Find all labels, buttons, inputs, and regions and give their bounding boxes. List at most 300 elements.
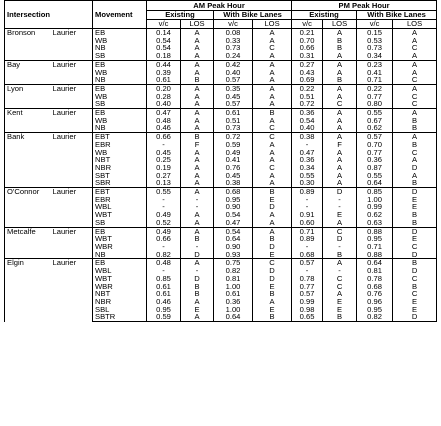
- am-existing-los-cell: B: [181, 133, 214, 141]
- pm-existing-vc-cell: 0.51: [292, 93, 323, 101]
- movement-cell: EB: [93, 109, 147, 117]
- pm-existing-los-cell: C: [323, 283, 357, 291]
- am-existing-vc-cell: 0.95: [147, 306, 181, 314]
- table-row: [5, 133, 437, 141]
- los-header: LOS: [253, 20, 292, 29]
- am-bike-los-cell: B: [253, 235, 292, 243]
- am-existing-vc-cell: 0.19: [147, 164, 181, 172]
- intersection-name: Bank: [5, 133, 51, 188]
- cross-street: Laurier: [51, 188, 93, 228]
- pm-bike-vc-cell: 0.87: [357, 164, 393, 172]
- am-existing-vc-cell: 0.49: [147, 227, 181, 235]
- los-header: LOS: [393, 20, 437, 29]
- am-existing-los-cell: A: [181, 219, 214, 227]
- pm-bike-los-cell: A: [393, 172, 437, 180]
- pm-existing-vc-cell: 0.36: [292, 156, 323, 164]
- pm-bike-vc-cell: 0.81: [357, 267, 393, 275]
- am-existing-vc-cell: 0.46: [147, 298, 181, 306]
- am-bike-los-cell: A: [253, 219, 292, 227]
- am-existing-vc-cell: 0.61: [147, 290, 181, 298]
- am-existing-vc-cell: 0.49: [147, 211, 181, 219]
- pm-existing-los-cell: A: [323, 52, 357, 60]
- am-bike-vc-cell: 0.81: [214, 275, 253, 283]
- am-bike-vc-cell: 0.41: [214, 156, 253, 164]
- am-bike-los-cell: A: [253, 76, 292, 84]
- pm-existing-los-cell: A: [323, 172, 357, 180]
- movement-cell: SBR: [93, 179, 147, 187]
- pm-existing-vc-cell: 0.47: [292, 149, 323, 157]
- pm-existing-los-cell: A: [323, 259, 357, 267]
- pm-bike-los-cell: A: [393, 84, 437, 92]
- pm-existing-los-cell: -: [323, 196, 357, 204]
- pm-existing-vc-cell: 0.36: [292, 109, 323, 117]
- pm-bike-vc-cell: 0.71: [357, 243, 393, 251]
- am-bike-los-cell: D: [253, 243, 292, 251]
- pm-bike-los-cell: E: [393, 235, 437, 243]
- pm-existing-los-cell: A: [323, 29, 357, 37]
- am-peak-header: AM Peak Hour: [147, 1, 292, 11]
- movement-cell: NB: [93, 44, 147, 52]
- table-row: [5, 84, 437, 92]
- movement-cell: WB: [93, 117, 147, 125]
- pm-bike-vc-cell: 0.88: [357, 251, 393, 259]
- am-existing-vc-cell: 0.54: [147, 37, 181, 45]
- pm-existing-vc-cell: -: [292, 196, 323, 204]
- am-existing-vc-cell: 0.61: [147, 283, 181, 291]
- am-bike-vc-cell: 0.76: [214, 164, 253, 172]
- pm-bike-vc-cell: 0.55: [357, 109, 393, 117]
- am-existing-los-cell: A: [181, 37, 214, 45]
- am-bike-vc-cell: 0.54: [214, 211, 253, 219]
- am-bike-los-cell: A: [253, 29, 292, 37]
- intersection-name: Metcalfe: [5, 227, 51, 259]
- pm-existing-vc-cell: 0.57: [292, 290, 323, 298]
- pm-bike-vc-cell: 0.85: [357, 188, 393, 196]
- am-existing-los-cell: B: [181, 290, 214, 298]
- pm-existing-los-cell: -: [323, 267, 357, 275]
- am-existing-los-cell: A: [181, 259, 214, 267]
- movement-cell: SBL: [93, 306, 147, 314]
- am-existing-los-cell: D: [181, 275, 214, 283]
- pm-existing-vc-cell: 0.54: [292, 117, 323, 125]
- am-existing-los-cell: -: [181, 267, 214, 275]
- movement-cell: WBT: [93, 235, 147, 243]
- am-existing-los-cell: -: [181, 196, 214, 204]
- am-existing-los-cell: A: [181, 188, 214, 196]
- movement-cell: WBT: [93, 211, 147, 219]
- am-bike-los-cell: A: [253, 227, 292, 235]
- pm-existing-vc-cell: 0.55: [292, 172, 323, 180]
- am-existing-vc-cell: 0.25: [147, 156, 181, 164]
- pm-existing-vc-cell: 0.89: [292, 235, 323, 243]
- am-bike-los-cell: A: [253, 93, 292, 101]
- table-row: [5, 227, 437, 235]
- pm-bike-los-cell: A: [393, 37, 437, 45]
- am-bike-los-cell: A: [253, 156, 292, 164]
- pm-bike-vc-cell: 1.00: [357, 196, 393, 204]
- pm-bike-los-cell: E: [393, 203, 437, 211]
- los-header: LOS: [323, 20, 357, 29]
- pm-bike-vc-cell: 0.99: [357, 203, 393, 211]
- am-bike-los-cell: A: [253, 117, 292, 125]
- movement-cell: NBR: [93, 164, 147, 172]
- am-existing-los-cell: B: [181, 76, 214, 84]
- am-existing-vc-cell: 0.44: [147, 60, 181, 68]
- pm-bike-los-cell: E: [393, 196, 437, 204]
- movement-cell: NBT: [93, 156, 147, 164]
- movement-cell: EBT: [93, 133, 147, 141]
- pm-bike-vc-cell: 0.64: [357, 179, 393, 187]
- pm-bike-vc-cell: 0.41: [357, 69, 393, 77]
- am-bike-vc-cell: 1.00: [214, 283, 253, 291]
- am-bike-los-cell: E: [253, 283, 292, 291]
- movement-cell: SBT: [93, 172, 147, 180]
- am-existing-los-cell: A: [181, 298, 214, 306]
- pm-bike-los-cell: C: [393, 44, 437, 52]
- pm-bike-los-cell: B: [393, 219, 437, 227]
- table-row: [5, 109, 437, 117]
- pm-existing-vc-cell: 0.65: [292, 313, 323, 321]
- am-existing-vc-cell: 0.82: [147, 251, 181, 259]
- pm-existing-los-cell: D: [323, 188, 357, 196]
- am-existing-vc-cell: -: [147, 196, 181, 204]
- am-existing-los-cell: -: [181, 243, 214, 251]
- pm-existing-vc-cell: 0.43: [292, 69, 323, 77]
- pm-existing-los-cell: B: [323, 313, 357, 321]
- cross-street: Laurier: [51, 227, 93, 259]
- pm-bike-los-cell: D: [393, 251, 437, 259]
- am-bike-vc-cell: 0.61: [214, 109, 253, 117]
- pm-existing-vc-cell: -: [292, 243, 323, 251]
- intersection-name: Bronson: [5, 29, 51, 61]
- movement-cell: NBR: [93, 298, 147, 306]
- am-existing-vc-cell: 0.13: [147, 179, 181, 187]
- am-existing-vc-cell: 0.54: [147, 44, 181, 52]
- pm-bike-vc-cell: 0.95: [357, 306, 393, 314]
- am-existing-vc-cell: 0.46: [147, 124, 181, 132]
- pm-existing-los-cell: A: [323, 124, 357, 132]
- am-bike-vc-cell: 0.45: [214, 172, 253, 180]
- am-existing-vc-cell: 0.18: [147, 52, 181, 60]
- pm-existing-vc-cell: 0.69: [292, 76, 323, 84]
- pm-existing-los-cell: E: [323, 306, 357, 314]
- pm-bike-vc-cell: 0.95: [357, 235, 393, 243]
- am-bike-vc-cell: 0.64: [214, 235, 253, 243]
- movement-cell: SB: [93, 219, 147, 227]
- movement-cell: WBL: [93, 267, 147, 275]
- pm-bike-vc-cell: 0.77: [357, 93, 393, 101]
- pm-bike-vc-cell: 0.67: [357, 117, 393, 125]
- pm-existing-los-cell: A: [323, 109, 357, 117]
- pm-bike-los-cell: B: [393, 211, 437, 219]
- pm-bike-vc-cell: 0.70: [357, 141, 393, 149]
- movement-cell: WBR: [93, 283, 147, 291]
- am-existing-los-cell: A: [181, 84, 214, 92]
- pm-bike-los-cell: C: [393, 243, 437, 251]
- cross-street: Laurier: [51, 109, 93, 133]
- am-existing-vc-cell: 0.27: [147, 172, 181, 180]
- pm-bike-los-cell: E: [393, 306, 437, 314]
- am-existing-los-cell: D: [181, 251, 214, 259]
- pm-existing-vc-cell: 0.27: [292, 60, 323, 68]
- table-row: [5, 188, 437, 196]
- am-bike-vc-cell: 0.24: [214, 52, 253, 60]
- pm-existing-los-cell: B: [323, 76, 357, 84]
- am-existing-vc-cell: 0.85: [147, 275, 181, 283]
- am-bike-vc-cell: 0.47: [214, 219, 253, 227]
- am-bike-vc-cell: 0.08: [214, 29, 253, 37]
- movement-cell: NB: [93, 124, 147, 132]
- pm-existing-los-cell: A: [323, 290, 357, 298]
- movement-cell: SB: [93, 52, 147, 60]
- am-existing-vc-cell: 0.66: [147, 133, 181, 141]
- pm-existing-los-cell: A: [323, 84, 357, 92]
- pm-bike-header: With Bike Lanes: [357, 11, 437, 20]
- am-bike-vc-cell: 0.38: [214, 179, 253, 187]
- pm-existing-vc-cell: -: [292, 203, 323, 211]
- am-existing-los-cell: F: [181, 141, 214, 149]
- pm-bike-vc-cell: 0.82: [357, 313, 393, 321]
- movement-cell: WBR: [93, 243, 147, 251]
- cross-street: Laurier: [51, 84, 93, 108]
- am-existing-vc-cell: 0.66: [147, 235, 181, 243]
- pm-existing-vc-cell: -: [292, 267, 323, 275]
- am-existing-vc-cell: 0.48: [147, 117, 181, 125]
- am-existing-los-cell: A: [181, 60, 214, 68]
- pm-bike-los-cell: D: [393, 164, 437, 172]
- movement-cell: NB: [93, 76, 147, 84]
- pm-bike-los-cell: D: [393, 227, 437, 235]
- pm-existing-los-cell: A: [323, 219, 357, 227]
- am-bike-los-cell: B: [253, 313, 292, 321]
- am-existing-los-cell: A: [181, 124, 214, 132]
- movement-cell: NBT: [93, 290, 147, 298]
- pm-existing-vc-cell: 0.71: [292, 227, 323, 235]
- movement-cell: EB: [93, 259, 147, 267]
- am-existing-los-cell: A: [181, 100, 214, 108]
- pm-bike-vc-cell: 0.15: [357, 29, 393, 37]
- pm-existing-los-cell: B: [323, 44, 357, 52]
- am-existing-los-cell: A: [181, 172, 214, 180]
- am-bike-vc-cell: 0.42: [214, 60, 253, 68]
- am-bike-vc-cell: 0.73: [214, 44, 253, 52]
- am-bike-vc-cell: 0.54: [214, 227, 253, 235]
- pm-existing-los-cell: B: [323, 37, 357, 45]
- am-existing-los-cell: B: [181, 235, 214, 243]
- am-existing-vc-cell: 0.39: [147, 69, 181, 77]
- pm-bike-vc-cell: 0.77: [357, 149, 393, 157]
- pm-existing-los-cell: A: [323, 69, 357, 77]
- table-row: [5, 259, 437, 267]
- pm-existing-los-cell: D: [323, 235, 357, 243]
- pm-existing-vc-cell: 0.30: [292, 179, 323, 187]
- pm-bike-los-cell: A: [393, 29, 437, 37]
- pm-existing-vc-cell: 0.66: [292, 44, 323, 52]
- pm-existing-vc-cell: 0.99: [292, 298, 323, 306]
- pm-bike-vc-cell: 0.76: [357, 290, 393, 298]
- am-bike-vc-cell: 0.57: [214, 100, 253, 108]
- pm-peak-header: PM Peak Hour: [292, 1, 437, 11]
- am-existing-vc-cell: -: [147, 203, 181, 211]
- pm-existing-vc-cell: 0.77: [292, 283, 323, 291]
- los-header: LOS: [181, 20, 214, 29]
- vc-header: v/c: [357, 20, 393, 29]
- pm-bike-vc-cell: 0.96: [357, 298, 393, 306]
- am-existing-los-cell: A: [181, 313, 214, 321]
- am-existing-vc-cell: 0.28: [147, 93, 181, 101]
- am-bike-los-cell: C: [253, 133, 292, 141]
- am-existing-vc-cell: 0.14: [147, 29, 181, 37]
- am-bike-los-cell: B: [253, 188, 292, 196]
- pm-bike-los-cell: A: [393, 60, 437, 68]
- am-existing-los-cell: A: [181, 156, 214, 164]
- am-bike-los-cell: A: [253, 69, 292, 77]
- pm-bike-los-cell: C: [393, 290, 437, 298]
- am-bike-vc-cell: 1.00: [214, 306, 253, 314]
- cross-street: Laurier: [51, 133, 93, 188]
- vc-header: v/c: [147, 20, 181, 29]
- am-bike-los-cell: D: [253, 267, 292, 275]
- am-existing-los-cell: A: [181, 179, 214, 187]
- am-existing-vc-cell: 0.40: [147, 100, 181, 108]
- pm-bike-los-cell: A: [393, 156, 437, 164]
- am-existing-vc-cell: 0.48: [147, 259, 181, 267]
- am-bike-vc-cell: 0.40: [214, 69, 253, 77]
- am-bike-los-cell: C: [253, 44, 292, 52]
- cross-street: Laurier: [51, 60, 93, 84]
- pm-bike-los-cell: B: [393, 117, 437, 125]
- am-existing-vc-cell: -: [147, 267, 181, 275]
- am-bike-vc-cell: 0.59: [214, 141, 253, 149]
- intersection-name: Lyon: [5, 84, 51, 108]
- am-bike-los-cell: C: [253, 259, 292, 267]
- pm-bike-vc-cell: 0.57: [357, 133, 393, 141]
- pm-existing-los-cell: F: [323, 141, 357, 149]
- am-bike-los-cell: B: [253, 109, 292, 117]
- am-existing-vc-cell: 0.59: [147, 313, 181, 321]
- pm-existing-vc-cell: 0.89: [292, 188, 323, 196]
- am-bike-vc-cell: 0.73: [214, 124, 253, 132]
- am-existing-los-cell: A: [181, 149, 214, 157]
- pm-existing-vc-cell: 0.22: [292, 84, 323, 92]
- am-existing-vc-cell: 0.55: [147, 188, 181, 196]
- am-existing-vc-cell: 0.61: [147, 76, 181, 84]
- vc-header: v/c: [214, 20, 253, 29]
- pm-existing-vc-cell: 0.31: [292, 52, 323, 60]
- movement-cell: WB: [93, 93, 147, 101]
- pm-bike-los-cell: E: [393, 298, 437, 306]
- am-existing-los-cell: A: [181, 109, 214, 117]
- am-existing-los-cell: A: [181, 211, 214, 219]
- pm-bike-los-cell: B: [393, 283, 437, 291]
- pm-existing-los-cell: A: [323, 133, 357, 141]
- am-existing-los-cell: E: [181, 306, 214, 314]
- pm-bike-los-cell: C: [393, 100, 437, 108]
- am-bike-vc-cell: 0.90: [214, 203, 253, 211]
- am-bike-los-cell: C: [253, 164, 292, 172]
- pm-bike-vc-cell: 0.22: [357, 84, 393, 92]
- pm-existing-vc-cell: 0.72: [292, 100, 323, 108]
- am-existing-vc-cell: 0.45: [147, 149, 181, 157]
- am-existing-vc-cell: 0.47: [147, 109, 181, 117]
- pm-existing-los-cell: A: [323, 156, 357, 164]
- am-existing-los-cell: -: [181, 203, 214, 211]
- am-bike-los-cell: A: [253, 179, 292, 187]
- movement-cell: EB: [93, 60, 147, 68]
- pm-bike-vc-cell: 0.62: [357, 211, 393, 219]
- pm-existing-los-cell: A: [323, 179, 357, 187]
- pm-bike-los-cell: B: [393, 124, 437, 132]
- am-bike-vc-cell: 0.64: [214, 313, 253, 321]
- intersection-name: Kent: [5, 109, 51, 133]
- pm-existing-los-cell: A: [323, 93, 357, 101]
- pm-existing-vc-cell: 0.40: [292, 124, 323, 132]
- am-existing-los-cell: A: [181, 117, 214, 125]
- pm-bike-los-cell: A: [393, 69, 437, 77]
- pm-bike-vc-cell: 0.53: [357, 37, 393, 45]
- am-bike-vc-cell: 0.82: [214, 267, 253, 275]
- pm-existing-los-cell: -: [323, 203, 357, 211]
- am-bike-los-cell: E: [253, 306, 292, 314]
- am-existing-los-cell: A: [181, 29, 214, 37]
- movement-header: Movement: [93, 1, 147, 29]
- intersection-name: Bay: [5, 60, 51, 84]
- am-bike-vc-cell: 0.68: [214, 188, 253, 196]
- am-bike-vc-cell: 0.95: [214, 196, 253, 204]
- pm-bike-los-cell: C: [393, 93, 437, 101]
- am-bike-vc-cell: 0.36: [214, 298, 253, 306]
- pm-existing-los-cell: E: [323, 211, 357, 219]
- table-row: [5, 60, 437, 68]
- movement-cell: WBT: [93, 275, 147, 283]
- am-bike-vc-cell: 0.93: [214, 251, 253, 259]
- pm-bike-vc-cell: 0.34: [357, 52, 393, 60]
- movement-cell: WB: [93, 149, 147, 157]
- pm-bike-los-cell: A: [393, 133, 437, 141]
- am-bike-vc-cell: 0.72: [214, 133, 253, 141]
- pm-existing-los-cell: E: [323, 298, 357, 306]
- am-bike-vc-cell: 0.45: [214, 93, 253, 101]
- am-existing-los-cell: A: [181, 93, 214, 101]
- pm-bike-los-cell: B: [393, 179, 437, 187]
- pm-existing-vc-cell: 0.57: [292, 259, 323, 267]
- pm-existing-vc-cell: 0.78: [292, 275, 323, 283]
- am-bike-los-cell: E: [253, 196, 292, 204]
- am-bike-los-cell: E: [253, 251, 292, 259]
- movement-cell: WBL: [93, 203, 147, 211]
- am-bike-los-cell: C: [253, 124, 292, 132]
- am-bike-los-cell: A: [253, 60, 292, 68]
- pm-bike-los-cell: D: [393, 267, 437, 275]
- pm-bike-los-cell: C: [393, 275, 437, 283]
- am-existing-header: Existing: [147, 11, 214, 20]
- movement-cell: SBTR: [93, 313, 147, 321]
- cross-street: Laurier: [51, 259, 93, 322]
- movement-cell: SB: [93, 100, 147, 108]
- am-bike-vc-cell: 0.61: [214, 290, 253, 298]
- movement-cell: WB: [93, 37, 147, 45]
- pm-bike-vc-cell: 0.78: [357, 275, 393, 283]
- los-table: [4, 0, 437, 322]
- am-bike-los-cell: A: [253, 172, 292, 180]
- pm-existing-los-cell: A: [323, 164, 357, 172]
- am-bike-vc-cell: 0.49: [214, 149, 253, 157]
- pm-bike-los-cell: D: [393, 313, 437, 321]
- am-existing-vc-cell: -: [147, 141, 181, 149]
- pm-bike-vc-cell: 0.63: [357, 219, 393, 227]
- am-existing-vc-cell: 0.52: [147, 219, 181, 227]
- am-bike-vc-cell: 0.35: [214, 84, 253, 92]
